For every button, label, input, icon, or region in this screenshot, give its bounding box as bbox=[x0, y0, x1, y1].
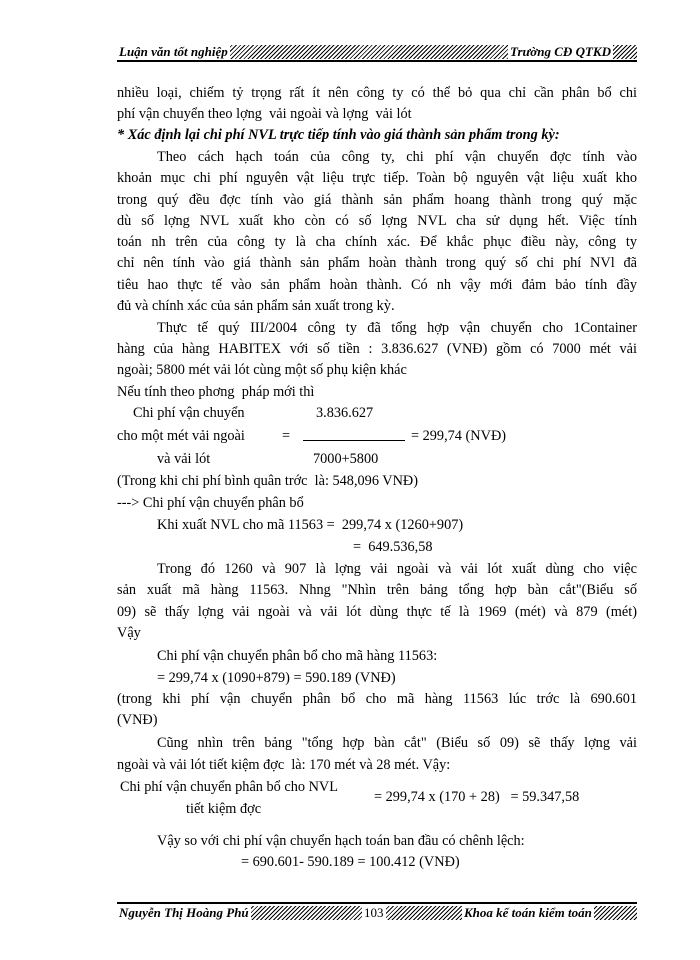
text-line: Khi xuất NVL cho mã 11563 = 299,74 x (1260+907) bbox=[157, 517, 464, 533]
text-line: Chi phí vận chuyển phân bổ cho mã hàng 11563: bbox=[157, 648, 438, 664]
text-line: = 299,74 x (1090+879) = 590.189 (VNĐ) bbox=[157, 670, 396, 686]
text-line: Trong đó 1260 và 907 là lợng vải ngoài và vải lót xuất dùng cho việc bbox=[157, 561, 637, 577]
footer-dept: Khoa kế toán kiểm toán bbox=[464, 905, 592, 920]
text-line: (Trong khi chi phí bình quân trớc là: 548,096 VNĐ) bbox=[117, 473, 419, 489]
formula-equals: = bbox=[282, 428, 291, 444]
text-line: nhiều loại, chiếm tỷ trọng rất ít nên công ty có thể bỏ qua chỉ cần phân bổ chi bbox=[117, 85, 637, 101]
text-line: đủ và chính xác của sản phẩm sản xuất trong kỳ. bbox=[117, 298, 395, 314]
footer-rule bbox=[117, 902, 637, 904]
text-line: (VNĐ) bbox=[117, 712, 158, 728]
formula-result: = 299,74 x (170 + 28) = 59.347,58 bbox=[374, 789, 580, 805]
text-line: ngoài và vải lót tiết kiệm đợc là: 170 mét và 28 mét. Vậy: bbox=[117, 757, 451, 773]
footer-author: Nguyễn Thị Hoàng Phú bbox=[119, 905, 249, 920]
fraction-bar bbox=[303, 440, 405, 441]
text-line: phí vận chuyển theo lợng vải ngoài và lợng vải lót bbox=[117, 106, 412, 122]
header-left: Luận văn tốt nghiệp bbox=[119, 44, 228, 59]
text-line: trong quý đều đợc tính vào giá thành sản phẩm hoang thành trong quý mặc bbox=[117, 192, 637, 208]
text-line: 09) sẽ thấy lợng vải ngoài và vải lót dùng thực tế là 1969 (mét) và 879 (mét) bbox=[117, 604, 637, 620]
text-line: dù số lợng NVL xuất kho còn có số lợng NVL cha sử dụng hết. Việc tính bbox=[117, 213, 637, 229]
text-line: = 690.601- 590.189 = 100.412 (VNĐ) bbox=[241, 854, 460, 870]
text-line: sản xuất mã hàng 11563. Nhng "Nhìn trên bảng tổng hợp bàn cắt"(Biểu số bbox=[117, 582, 637, 598]
text-line: (trong khi phí vận chuyển phân bổ cho mã hàng 11563 lúc trớc là 690.601 bbox=[117, 691, 637, 707]
section-heading: * Xác định lại chi phí NVL trực tiếp tính vào giá thành sản phẩm trong kỳ: bbox=[117, 127, 560, 143]
text-line: toán nh trên của công ty là cha chính xác. Để khắc phục điều này, công ty bbox=[117, 234, 637, 250]
formula-label: cho một mét vải ngoài bbox=[117, 428, 245, 444]
formula-result: = 299,74 (NVĐ) bbox=[411, 428, 507, 444]
text-line: Thực tế quý III/2004 công ty đã tổng hợp vận chuyển cho 1Container bbox=[157, 320, 637, 336]
formula-label: và vải lót bbox=[157, 451, 211, 467]
text-line: hàng của hàng HABITEX với số tiền : 3.836.627 (VNĐ) gồm có 7000 mét vải bbox=[117, 341, 637, 357]
text-line: ---> Chi phí vận chuyển phân bổ bbox=[117, 495, 304, 511]
page-number: 103 bbox=[364, 905, 384, 920]
formula-numerator: 3.836.627 bbox=[316, 405, 374, 421]
formula-label: Chi phí vận chuyển phân bổ cho NVL bbox=[120, 779, 338, 795]
header-rule bbox=[117, 60, 637, 62]
formula-denominator: 7000+5800 bbox=[313, 451, 379, 467]
formula-label: tiết kiệm đợc bbox=[186, 801, 262, 817]
formula-label: Chi phí vận chuyển bbox=[133, 405, 245, 421]
text-line: tiêu hao thực tế vào sản phẩm hoàn thành. Có nh vậy mới đảm bảo tính đầy bbox=[117, 277, 637, 293]
text-line: Nếu tính theo phơng pháp mới thì bbox=[117, 384, 315, 400]
text-line: = 649.536,58 bbox=[353, 539, 433, 555]
text-line: Vậy bbox=[117, 625, 141, 641]
text-line: Vậy so với chi phí vận chuyển hạch toán ban đầu có chênh lệch: bbox=[157, 833, 525, 849]
text-line: Theo cách hạch toán của công ty, chi phí vận chuyển đợc tính vào bbox=[157, 149, 637, 165]
text-line: chỉ nên tính vào giá thành sản phẩm hoàn thành trong quý số chi phí NVl đã bbox=[117, 255, 637, 271]
text-line: ngoài; 5800 mét vải lót cùng một số phụ kiện khác bbox=[117, 362, 407, 378]
text-line: khoản mục chi phí nguyên vật liệu trực tiếp. Toàn bộ nguyên vật liệu xuất kho bbox=[117, 170, 637, 186]
header-right: Trường CĐ QTKD bbox=[510, 44, 611, 59]
text-line: Cũng nhìn trên bảng "tổng hợp bàn cắt" (Biểu số 09) sẽ thấy lợng vải bbox=[157, 735, 637, 751]
